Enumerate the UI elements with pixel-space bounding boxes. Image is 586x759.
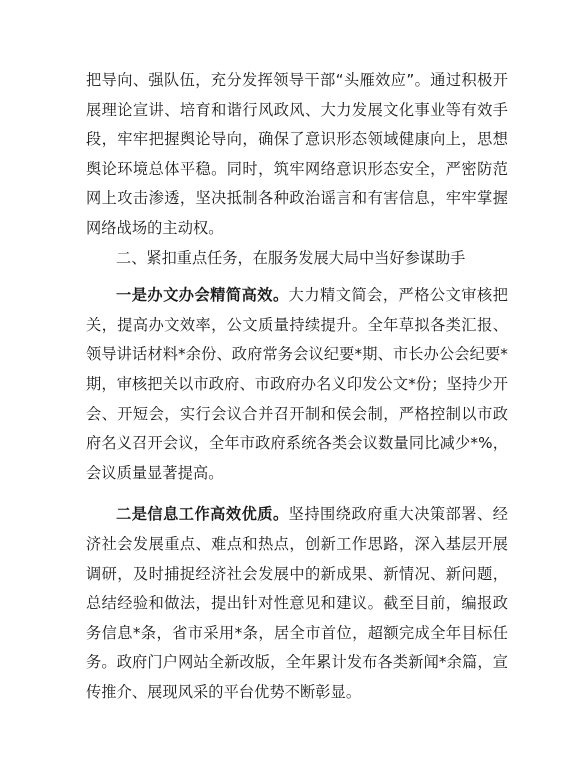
- paragraph-information-work: [86, 500, 508, 707]
- paragraph-document-meetings: [86, 281, 508, 488]
- paragraph-ideology: 把导向、强队伍，充分发挥领导干部“头雁效应”。通过积极开展理论宣讲、培育和谐行风政风、大力发展文化事业等有效手段，牢牢把握舆论导向，确保了意识形态领域健康向上，思想舆论环境总体平稳。同时，筑牢网络意识形态安全，严密防范网上攻击渗透，坚决抵制各种政治谣言和有害信息，牢牢掌握网络战场的主动权。: [86, 71, 508, 237]
- document-page: [86, 66, 508, 707]
- paragraph-body: 大力精文简会，严格公文审核把关，提高办文效率，公文质量持续提升。全年草拟各类汇报、领导讲话材料*余份、政府常务会议纪要*期、市长办公会纪要*期，审核把关以市政府、市政府办名义印发公文*份；坚持少开会、开短会，实行会议合并召开制和侯会制，严格控制以市政府名义召开会议，全年市政府系统各类会议数量同比减少*%，会议质量显著提高。: [86, 286, 508, 482]
- paragraph-lead: 二是信息工作高效优质。: [116, 505, 289, 524]
- paragraph-lead: 一是办文办会精简高效。: [116, 286, 289, 305]
- section-heading: 二、紧扣重点任务，在服务发展大局中当好参谋助手: [116, 248, 466, 267]
- paragraph-body: 坚持围绕政府重大决策部署、经济社会发展重点、难点和热点，创新工作思路，深入基层开展调研，及时捕捉经济社会发展中的新成果、新情况、新问题，总结经验和做法，提出针对性意见和建议。截至目前，编报政务信息*条，省市采用*条，居全市首位，超额完成全年目标任务。政府门户网站全新改版，全年累计发布各类新闻*余篇，宣传推介、展现风采的平台优势不断彰显。: [86, 505, 508, 701]
